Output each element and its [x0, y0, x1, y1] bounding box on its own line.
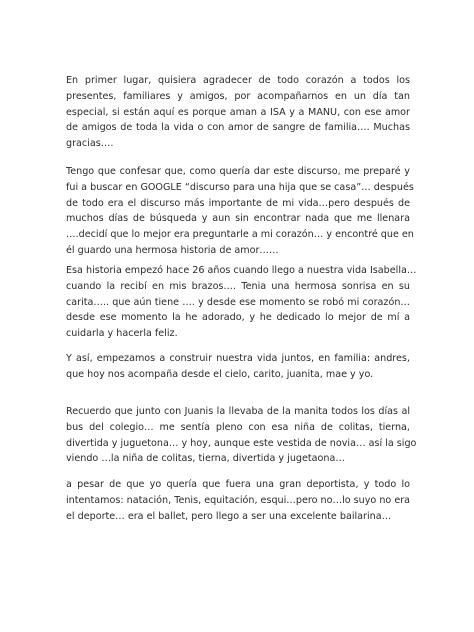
text-line: que hoy nos acompaña desde el cielo, carito, juanita, mae y yo. — [66, 368, 374, 380]
text-line: Recuerdo que junto con Juanis la llevaba de la manita todos los días al — [66, 406, 410, 417]
text-line: En primer lugar, quisiera agradecer de todo corazón a todos los — [66, 75, 410, 86]
paragraph-family — [66, 351, 410, 383]
text-line: fui a buscar en GOOGLE “discurso para una hija que se casa”… después — [66, 181, 414, 193]
text-line: de todo era el discurso más importante de mi vida…pero después de — [66, 197, 410, 209]
text-line: él guardo una hermosa historia de amor…… — [66, 244, 279, 256]
paragraph-ballet — [66, 477, 410, 524]
text-line: desde ese momento la he adorado, y he dedicado lo mejor de mí a — [66, 312, 410, 324]
paragraph-school-bus — [66, 404, 417, 467]
paragraph-confession — [66, 164, 414, 259]
text-line: viendo …la niña de colitas, tierna, divertida y jugetaona… — [66, 453, 345, 465]
text-line: carita….. que aún tiene …. y desde ese momento se robó mi corazón… — [66, 296, 410, 308]
text-line: Y así, empezamos a construir nuestra vida juntos, en familia: andres, — [66, 353, 410, 364]
text-line: especial, si están aquí es porque aman a ISA y a MANU, con ese amor — [66, 106, 410, 118]
text-line: muchos días de búsqueda y aun sin encontrar nada que me llenara — [66, 213, 410, 225]
text-line: ….decidí que lo mejor era preguntarle a mi corazón… y encontré que en — [66, 229, 414, 241]
text-line: presentes, familiares y amigos, por acompañarnos en un día tan — [66, 90, 410, 102]
text-line: el deporte… era el ballet, pero llego a ser una excelente bailarina… — [66, 510, 392, 522]
text-line: Esa historia empezó hace 26 años cuando llego a nuestra vida Isabella… — [66, 265, 417, 276]
text-line: bus del colegio… me sentía pleno con esa niña de colitas, tierna, — [66, 421, 410, 433]
text-line: a pesar de que yo quería que fuera una gran deportista, y todo lo — [66, 479, 410, 490]
text-line: intentamos: natación, Tenis, equitación, esqui…pero no…lo suyo no era — [66, 494, 411, 506]
text-line: cuando la recibí en mis brazos…. Tenia una hermosa sonrisa en su — [66, 280, 410, 292]
paragraph-thanks — [66, 73, 410, 152]
text-line: divertida y juguetona… y hoy, aunque este vestida de novia… así la sigo — [66, 437, 417, 449]
text-line: Tengo que confesar que, como quería dar este discurso, me preparé y — [66, 166, 410, 177]
text-line: cuidarla y hacerla feliz. — [66, 328, 178, 340]
paragraph-story-begins — [66, 263, 417, 342]
text-line: gracias…. — [66, 138, 114, 150]
text-line: de amigos de toda la vida o con amor de sangre de familia…. Muchas — [66, 122, 410, 134]
